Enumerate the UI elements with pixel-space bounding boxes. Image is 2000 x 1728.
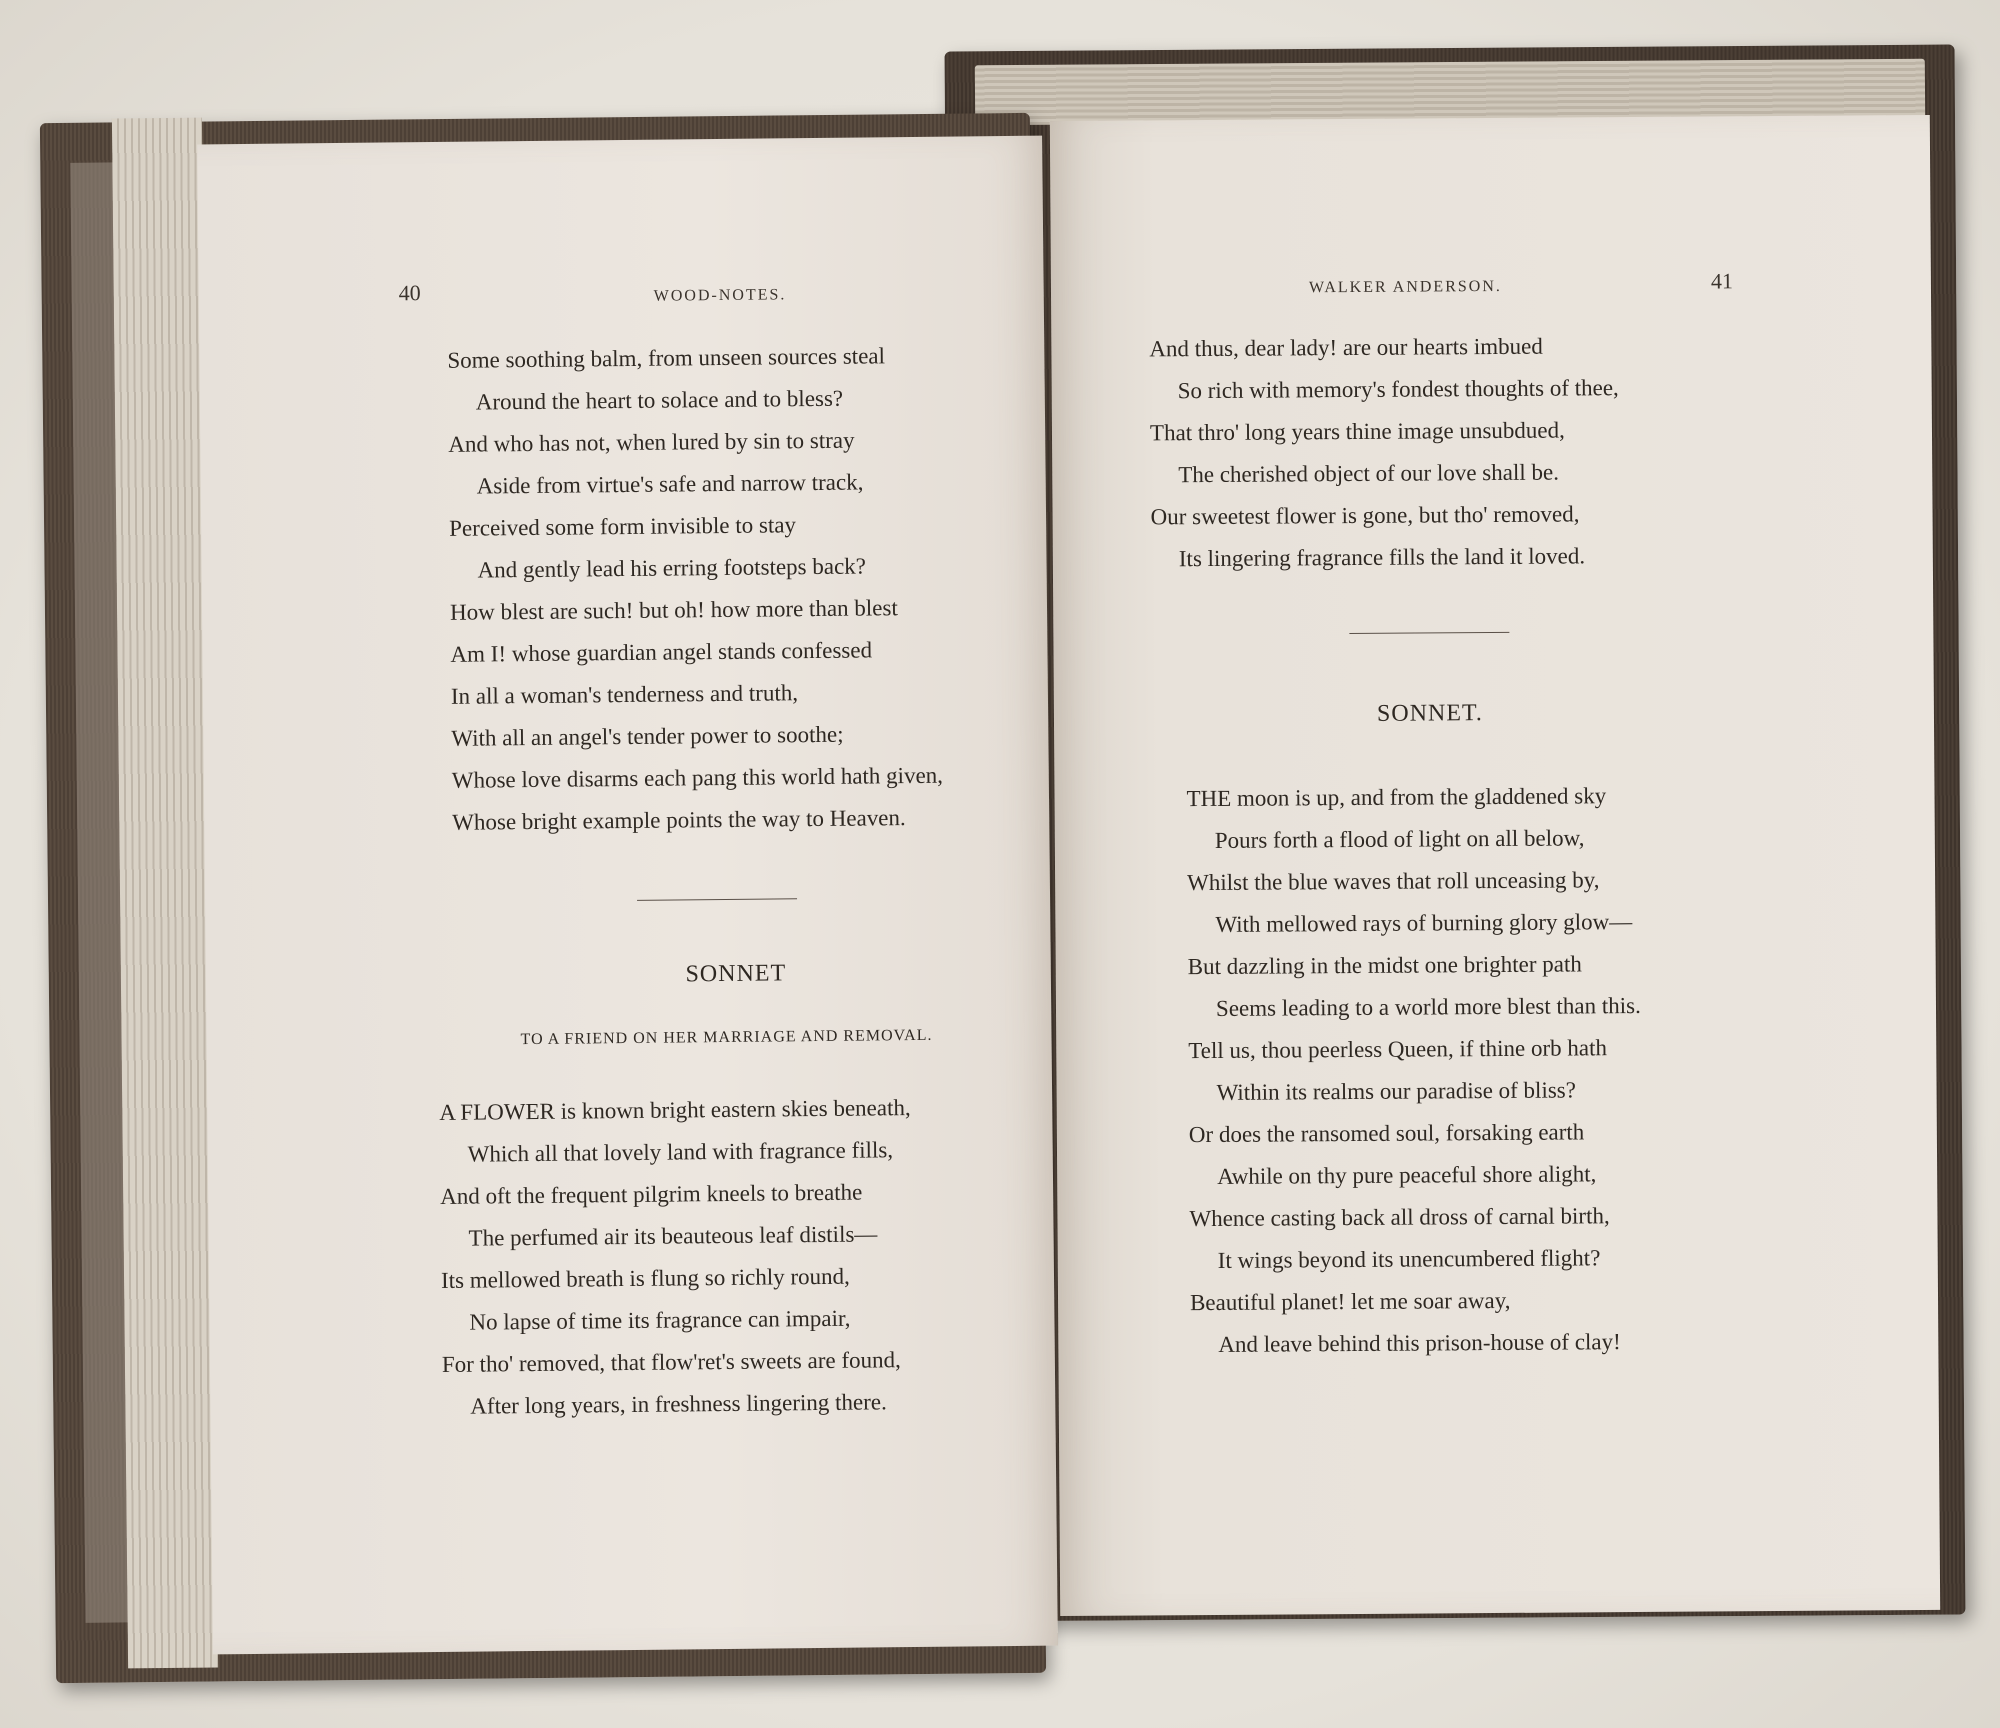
verse-line: So rich with memory's fondest thoughts of thee, — [1177, 375, 1619, 404]
verse-line: Some soothing balm, from unseen sources steal — [447, 343, 886, 373]
verse-line: Am I! whose guardian angel stands confessed — [450, 637, 873, 667]
verse-line: Beautiful planet! let me soar away, — [1189, 1287, 1511, 1316]
sonnet-text — [439, 1087, 914, 1428]
sonnet-subtitle: TO A FRIEND ON HER MARRIAGE AND REMOVAL. — [520, 1026, 933, 1049]
verse-line: How blest are such! but oh! how more than blest — [449, 595, 898, 625]
verse-line: After long years, in freshness lingering there. — [470, 1389, 887, 1419]
page-number: 41 — [1710, 268, 1734, 294]
verse-line: No lapse of time its fragrance can impair, — [469, 1305, 851, 1335]
verse-line: Awhile on thy pure peaceful shore alight, — [1217, 1161, 1597, 1189]
verse-line: Whence casting back all dross of carnal birth, — [1189, 1203, 1610, 1232]
right-page — [1050, 115, 1940, 1616]
sonnet-text — [1186, 775, 1643, 1366]
section-divider — [637, 898, 797, 901]
verse-line: Around the heart to solace and to bless? — [475, 385, 844, 415]
verse-line: And thus, dear lady! are our hearts imbued — [1149, 333, 1543, 362]
verse-line: Which all that lovely land with fragrance fills, — [467, 1137, 894, 1167]
verse-continued — [447, 335, 943, 844]
verse-line: Or does the ransomed soul, forsaking earth — [1188, 1119, 1585, 1148]
verse-line: With mellowed rays of burning glory glow— — [1215, 909, 1633, 937]
section-divider — [1349, 632, 1509, 634]
verse-line: Tell us, thou peerless Queen, if thine orb hath — [1188, 1035, 1608, 1064]
sonnet-title: SONNET — [685, 960, 787, 988]
page-number: 40 — [398, 280, 421, 306]
running-head: WOOD-NOTES. — [653, 286, 787, 305]
verse-line: It wings beyond its unencumbered flight? — [1217, 1245, 1601, 1273]
verse-line: Our sweetest flower is gone, but tho' removed, — [1150, 501, 1580, 530]
verse-line: For tho' removed, that flow'ret's sweets are found, — [441, 1347, 901, 1377]
verse-line: And gently lead his erring footsteps back? — [477, 553, 867, 583]
verse-line: Perceived some form invisible to stay — [449, 512, 797, 541]
verse-line: Pours forth a flood of light on all below, — [1214, 825, 1585, 853]
verse-line: THE moon is up, and from the gladdened sky — [1186, 783, 1607, 812]
verse-line: Whose love disarms each pang this world hath given, — [451, 762, 944, 793]
verse-line: Aside from virtue's safe and narrow track, — [476, 469, 864, 499]
verse-line: Seems leading to a world more blest than this. — [1215, 992, 1641, 1021]
running-head: WALKER ANDERSON. — [1308, 277, 1502, 297]
verse-line: In all a woman's tenderness and truth, — [450, 680, 799, 709]
verse-line: Its lingering fragrance fills the land it loved. — [1178, 543, 1586, 572]
verse-line: Within its realms our paradise of bliss? — [1216, 1077, 1576, 1105]
verse-line: With all an angel's tender power to soothe; — [451, 721, 844, 751]
verse-line: And oft the frequent pilgrim kneels to breathe — [440, 1179, 863, 1209]
verse-line: And who has not, when lured by sin to stray — [448, 427, 855, 457]
verse-line: The perfumed air its beauteous leaf distils— — [468, 1221, 878, 1251]
verse-line: And leave behind this prison-house of clay! — [1218, 1329, 1621, 1357]
verse-line: A FLOWER is known bright eastern skies beneath, — [439, 1095, 911, 1125]
verse-line: Whose bright example points the way to Heaven. — [452, 805, 906, 835]
verse-line: That thro' long years thine image unsubdued, — [1149, 417, 1565, 446]
sonnet-title: SONNET. — [1376, 700, 1483, 727]
verse-line: Its mellowed breath is flung so richly round, — [440, 1263, 850, 1293]
verse-line: But dazzling in the midst one brighter path — [1187, 951, 1582, 980]
verse-line: The cherished object of our love shall be. — [1178, 459, 1559, 488]
verse-line: Whilst the blue waves that roll unceasing by, — [1187, 867, 1600, 896]
verse-continued — [1149, 325, 1620, 580]
left-page — [197, 136, 1058, 1655]
